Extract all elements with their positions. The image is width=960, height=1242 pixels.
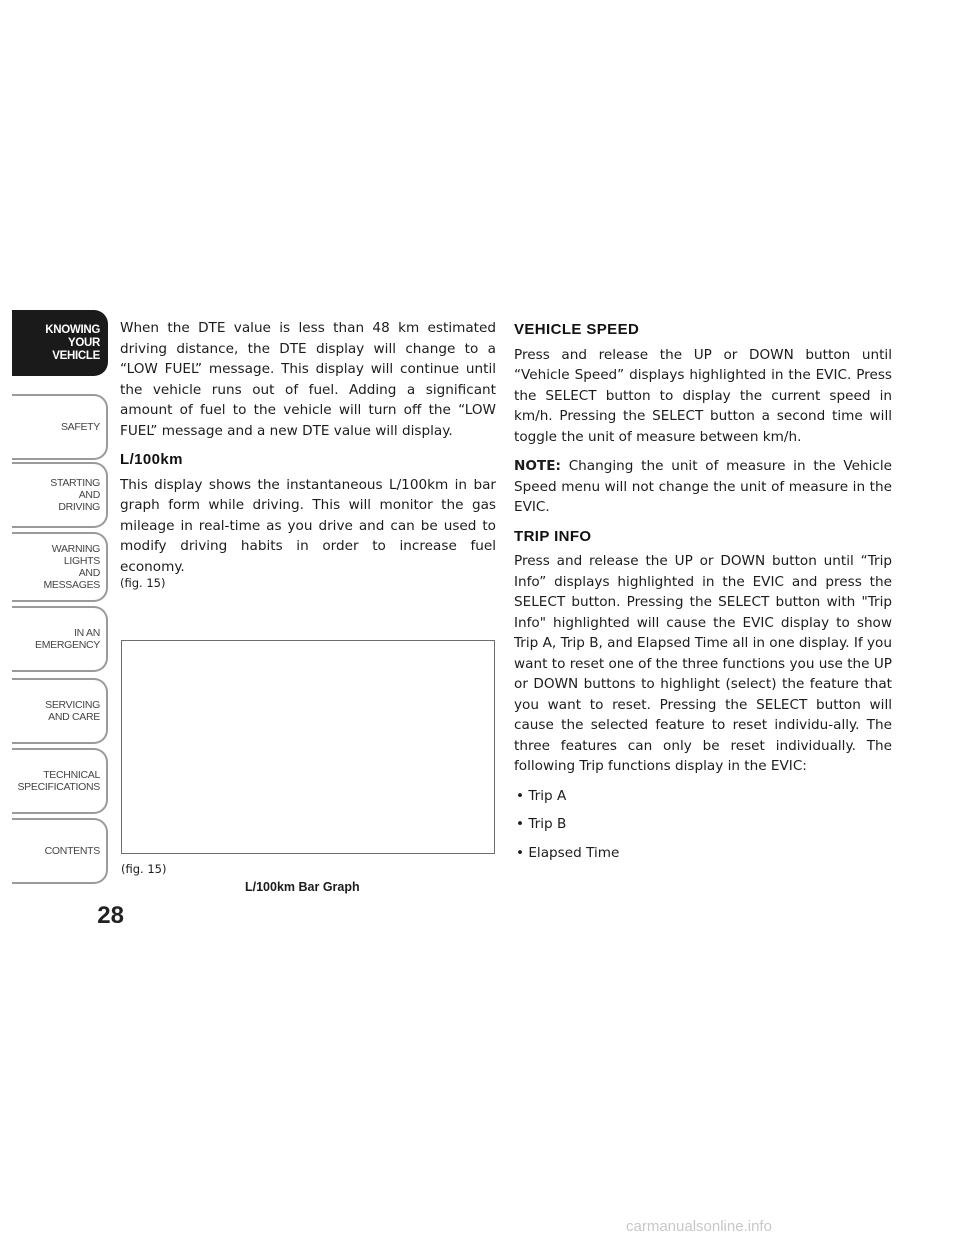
tab-label-line: YOUR <box>67 336 100 349</box>
tab-label-line: VEHICLE <box>52 349 100 362</box>
tab-label-line: WARNING <box>51 543 100 555</box>
tab-label-line: AND <box>78 489 100 501</box>
list-item: • Trip A <box>514 786 892 807</box>
tab-label-line: LIGHTS <box>63 555 100 567</box>
note-text: Changing the unit of measure in the Vehicle Speed menu will not change the unit of measure in the EVIC. <box>514 458 892 515</box>
note-paragraph <box>514 456 892 518</box>
l100km-paragraph <box>120 475 496 594</box>
tab-label-line: IN AN <box>74 627 100 639</box>
figure-caption: L/100km Bar Graph <box>245 880 360 894</box>
tab-contents[interactable] <box>12 818 108 884</box>
tab-label-line: TECHNICAL <box>43 769 100 781</box>
figure-reference: (fig. 15) <box>120 576 166 590</box>
dte-paragraph: When the DTE value is less than 48 km estimated driving distance, the DTE display will change to a “LOW FUEL” message. This display will continue until the vehicle runs out of fuel. Adding a significant amount of fuel to the vehicle will turn off the “LOW FUEL” message and a new DTE value will display. <box>120 320 496 439</box>
trip-functions-list <box>514 786 892 864</box>
list-item: • Elapsed Time <box>514 843 892 864</box>
left-column <box>120 318 496 603</box>
tab-technical-specifications[interactable] <box>12 748 108 814</box>
tab-label-line: SERVICING <box>45 699 100 711</box>
list-item: • Trip B <box>514 814 892 835</box>
vehicle-speed-paragraph: Press and release the UP or DOWN button until “Vehicle Speed” displays highlighted in the EVIC. Press the SELECT button to display the current speed in km/h. Pressing the SELECT button a second time will toggle the unit of measure between km/h. <box>514 346 892 445</box>
tab-label-line: KNOWING <box>45 323 100 336</box>
l100km-body-text: This display shows the instantaneous L/100km in bar graph form while driving. This will monitor the gas mileage in real-time as you drive and can be used to modify driving habits in order to increase fuel economy. <box>120 476 496 575</box>
section-heading-l100km: L/100km <box>120 451 183 468</box>
tab-in-an-emergency[interactable] <box>12 606 108 672</box>
tab-starting-and-driving[interactable] <box>12 462 108 528</box>
figure-image-placeholder <box>121 640 495 854</box>
page-number: 28 <box>97 902 124 929</box>
tab-label-line: AND <box>78 567 100 579</box>
tab-label-line: MESSAGES <box>43 579 100 591</box>
trip-info-paragraph: Press and release the UP or DOWN button until “Trip Info” displays highlighted in the EVIC and press the SELECT button. Pressing the SELECT button with "Trip Info" highlighted will cause the EVIC display to show Trip A, Trip B, and Elapsed Time all in one display. If you want to reset one of the three functions you use the UP or DOWN buttons to highlight (select) the feature that you want to reset. Pressing the SELECT button will cause the selected feature to reset individu-ally. The three features can only be reset individually. The following Trip functions display in the EVIC: <box>514 553 892 774</box>
tab-knowing-your-vehicle[interactable] <box>12 310 108 376</box>
tab-warning-lights-and-messages[interactable] <box>12 532 108 602</box>
note-label: NOTE: <box>514 458 561 474</box>
right-column <box>514 318 892 871</box>
tab-label-line: DRIVING <box>58 501 100 513</box>
tab-label-line: SPECIFICATIONS <box>17 781 100 793</box>
tab-label-line: CONTENTS <box>44 845 100 857</box>
section-heading-trip-info: TRIP INFO <box>514 527 592 545</box>
tab-servicing-and-care[interactable] <box>12 678 108 744</box>
section-heading-vehicle-speed: VEHICLE SPEED <box>514 321 640 338</box>
tab-label-line: AND CARE <box>48 711 100 723</box>
tab-safety[interactable] <box>12 394 108 460</box>
tab-label-line: SAFETY <box>60 421 100 433</box>
tab-label-line: EMERGENCY <box>35 639 100 651</box>
watermark-text: carmanualsonline.info <box>626 1218 772 1235</box>
tab-label-line: STARTING <box>50 477 100 489</box>
figure-number: (fig. 15) <box>121 862 167 876</box>
